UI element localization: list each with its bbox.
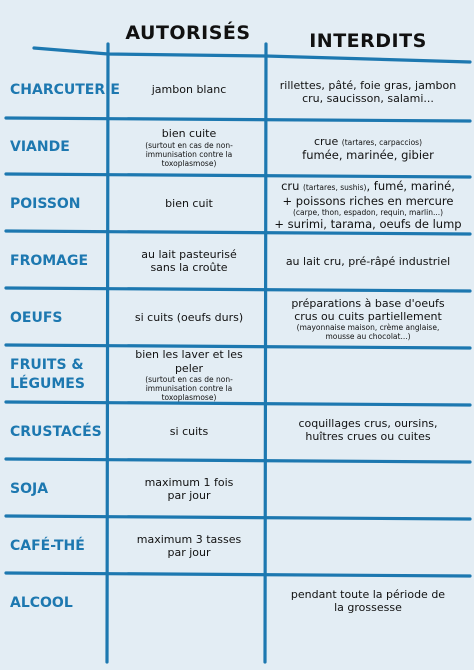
interdit-soja <box>270 462 466 518</box>
autorise-crustaces <box>110 404 268 460</box>
autorise-fruits-legumes <box>110 347 268 403</box>
category-crustaces: CRUSTACÉS <box>10 423 102 440</box>
autorise-fromage <box>110 233 268 289</box>
interdit-crustaces-text: coquillages crus, oursins, huîtres crues ou cuites <box>298 416 438 443</box>
autorise-viande-text: bien cuite <box>161 127 217 141</box>
interdit-fromage <box>270 234 466 290</box>
interdit-cafe-the <box>270 519 466 575</box>
autorise-poisson <box>110 176 268 232</box>
category-fruits-legumes: FRUITS & LÉGUMES <box>10 357 85 392</box>
interdit-poisson-line3: + surimi, tarama, oeufs de lump <box>274 216 462 231</box>
autorise-fruits-legumes-note: (surtout en cas de non-immunisation contre la toxoplasmose) <box>145 374 233 402</box>
autorise-cafe-the <box>110 518 268 574</box>
interdit-charcuterie-text: rillettes, pâté, foie gras, jambon cru, saucisson, salami... <box>279 78 457 105</box>
autorise-soja-text: maximum 1 fois par jour <box>144 475 234 502</box>
interdit-viande-note: (tartares, carpaccios) <box>341 137 423 147</box>
autorise-charcuterie-text: jambon blanc <box>151 83 227 97</box>
interdit-poisson-fume: , fumé, mariné, <box>366 179 455 194</box>
interdit-poisson-line1 <box>281 179 455 193</box>
autorise-cafe-the-text: maximum 3 tasses par jour <box>136 532 242 559</box>
autorise-fruits-legumes-text: bien les laver et les peler <box>135 348 243 375</box>
category-poisson: POISSON <box>10 195 81 212</box>
autorise-poisson-text: bien cuit <box>165 197 213 211</box>
interdit-viande-crue: crue <box>313 134 339 148</box>
category-cafe-the: CAFÉ-THÉ <box>10 537 85 554</box>
category-soja: SOJA <box>10 480 49 497</box>
interdit-poisson-line2: + poissons riches en mercure <box>282 193 454 208</box>
autorise-oeufs <box>110 290 268 346</box>
category-charcuterie: CHARCUTERIE <box>10 81 120 98</box>
autorise-oeufs-text: si cuits (oeufs durs) <box>134 311 244 325</box>
category-alcool: ALCOOL <box>10 594 73 611</box>
interdit-alcool-text: pendant toute la période de la grossesse <box>290 587 446 614</box>
autorise-crustaces-text: si cuits <box>169 425 209 439</box>
autorise-alcool <box>110 575 268 631</box>
autorise-fromage-text: au lait pasteurisé sans la croûte <box>141 247 237 274</box>
interdit-alcool <box>270 573 466 629</box>
interdit-poisson-cru: cru <box>281 179 300 194</box>
interdit-poisson-note1: (tartares, sushis) <box>302 183 367 193</box>
interdit-viande <box>270 121 466 176</box>
autorise-viande <box>110 120 268 175</box>
interdit-viande-line1 <box>314 135 422 148</box>
interdit-crustaces <box>270 402 466 458</box>
interdit-oeufs-text: préparations à base d'oeufs crus ou cuits partiellement <box>291 296 445 323</box>
interdit-oeufs-note: (mayonnaise maison, crème anglaise, mousse au chocolat...) <box>296 323 440 342</box>
category-oeufs: OEUFS <box>10 309 63 326</box>
interdit-oeufs <box>270 291 466 347</box>
category-viande: VIANDE <box>10 139 70 156</box>
category-fromage: FROMAGE <box>10 252 89 269</box>
header-interdits: INTERDITS <box>309 30 427 52</box>
header-autorises: AUTORISÉS <box>125 22 251 44</box>
interdit-charcuterie <box>270 64 466 120</box>
interdit-poisson <box>270 176 466 234</box>
interdit-fruits-legumes <box>270 348 466 404</box>
interdit-fromage-text: au lait cru, pré-râpé industriel <box>285 255 451 269</box>
autorise-charcuterie <box>110 62 268 118</box>
interdit-viande-line2: fumée, marinée, gibier <box>302 148 434 163</box>
autorise-viande-note: (surtout en cas de non-immunisation contre la toxoplasmose) <box>145 140 233 168</box>
interdit-poisson-note2: (carpe, thon, espadon, requin, marlin...) <box>292 207 444 217</box>
autorise-soja <box>110 461 268 517</box>
